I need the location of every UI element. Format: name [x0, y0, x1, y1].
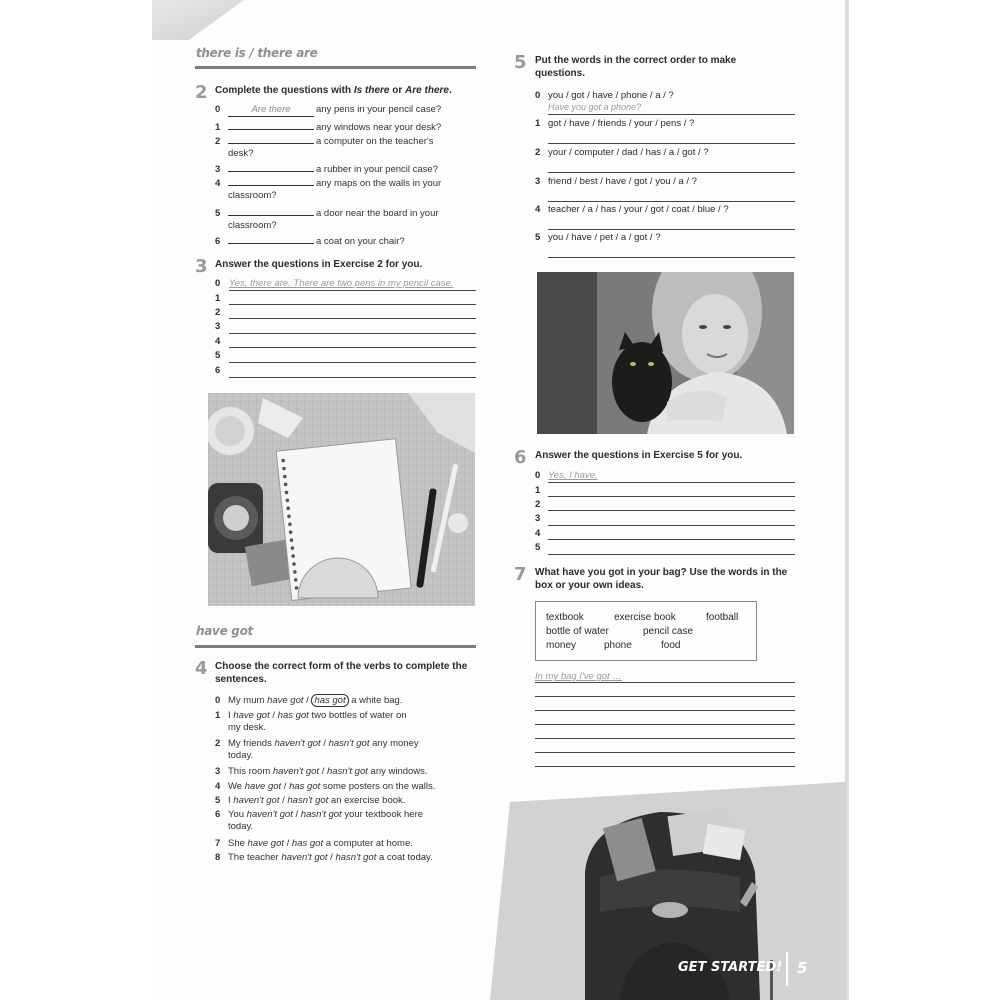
exercise-2-instruction: Complete the questions with Is there or Are there. — [215, 85, 452, 96]
verb-option[interactable]: hasn't got — [300, 809, 342, 820]
answer-line[interactable] — [535, 738, 795, 739]
girl-with-cat-photo — [537, 272, 794, 434]
exercise-number: 4 — [195, 658, 208, 679]
line-number: 6 — [215, 365, 221, 376]
answer-line[interactable] — [535, 710, 795, 711]
verb-option[interactable]: haven't got — [272, 766, 320, 777]
answer-line[interactable] — [548, 539, 795, 540]
exercise-6-instruction: Answer the questions in Exercise 5 for you. — [535, 450, 743, 461]
answer-line[interactable] — [229, 304, 476, 305]
desk-photo — [208, 393, 475, 606]
verb-option[interactable]: haven't got — [233, 795, 280, 806]
exercise-5-instruction: Put the words in the correct order to make questions. — [535, 55, 737, 79]
exercise-4-item: 1 I have got / has got two bottles of water on my desk. — [215, 710, 407, 733]
section-title-have-got: have got — [196, 624, 253, 638]
answer-line[interactable] — [229, 362, 476, 363]
answer-line[interactable] — [535, 766, 795, 767]
verb-option[interactable]: haven't got — [281, 852, 328, 863]
answer-line[interactable] — [535, 724, 795, 725]
answer-blank[interactable] — [228, 233, 314, 244]
line-number: 3 — [535, 513, 541, 524]
exercise-4-item: 5 I haven't got / hasn't got an exercise book. — [215, 795, 406, 806]
answer-line[interactable] — [548, 482, 795, 483]
answer-blank[interactable] — [228, 205, 314, 216]
exercise-2-item: 0 Are there any pens in your pencil case? — [215, 104, 442, 115]
answer-example: Yes, there are. There are two pens in my pencil case. — [229, 278, 454, 289]
verb-option[interactable]: haven't got — [274, 738, 321, 749]
exercise-number: 2 — [195, 82, 208, 103]
line-number: 5 — [535, 542, 541, 553]
word-box-item: football — [706, 612, 739, 623]
exercise-number: 3 — [195, 256, 208, 277]
answer-example: Are there — [228, 104, 314, 117]
answer-line[interactable] — [535, 752, 795, 753]
exercise-5-item: 4 teacher / a / has / your / got / coat / blue / ? — [535, 204, 729, 215]
answer-line[interactable] — [548, 201, 795, 202]
answer-line[interactable] — [548, 114, 795, 115]
answer-line[interactable] — [229, 377, 476, 378]
page-number: 5 — [797, 959, 808, 977]
line-number: 1 — [215, 293, 221, 304]
girl-illustration — [537, 272, 794, 434]
line-number: 4 — [215, 336, 221, 347]
answer-line[interactable] — [229, 290, 476, 291]
answer-blank[interactable] — [228, 133, 314, 144]
exercise-5-item: 2 your / computer / dad / has / a / got / ? — [535, 147, 709, 158]
answer-line[interactable] — [548, 143, 795, 144]
verb-option[interactable]: hasn't got — [326, 766, 368, 777]
exercise-4-item: 8 The teacher haven't got / hasn't got a coat today. — [215, 852, 433, 863]
word-box-item: pencil case — [643, 626, 694, 637]
exercise-2-item: 5 a door near the board in your classroom? — [215, 205, 480, 232]
exercise-2-item: 3 a rubber in your pencil case? — [215, 161, 480, 176]
verb-option[interactable]: have got — [233, 710, 270, 721]
exercise-5-item: 5 you / have / pet / a / got / ? — [535, 232, 661, 243]
answer-line[interactable] — [535, 696, 795, 697]
exercise-2-item: 4 any maps on the walls in your classroom? — [215, 175, 480, 202]
exercise-5-item: 1 got / have / friends / your / pens / ? — [535, 118, 695, 129]
exercise-4-item: 7 She have got / has got a computer at home. — [215, 838, 413, 849]
answer-example: In my bag I've got … — [535, 671, 622, 682]
exercise-number: 5 — [514, 52, 527, 73]
verb-option-circled[interactable]: has got — [311, 694, 348, 707]
answer-line[interactable] — [229, 333, 476, 334]
answer-line[interactable] — [548, 496, 795, 497]
exercise-2-item: 2 a computer on the teacher's desk? — [215, 133, 480, 160]
line-number: 2 — [215, 307, 221, 318]
word-box-item: exercise book — [614, 612, 676, 623]
line-number: 5 — [215, 350, 221, 361]
line-number: 0 — [215, 278, 221, 289]
answer-line[interactable] — [229, 318, 476, 319]
section-rule — [195, 645, 476, 648]
exercise-5-item: 0 you / got / have / phone / a / ? — [535, 90, 674, 101]
exercise-4-item: 0 My mum have got / has got a white bag. — [215, 695, 403, 706]
verb-option[interactable]: have got — [247, 838, 284, 849]
footer-label: GET STARTED! — [678, 960, 783, 975]
verb-option[interactable]: has got — [289, 781, 321, 792]
exercise-4-item: 6 You haven't got / hasn't got your textbook here today. — [215, 809, 424, 832]
exercise-3-instruction: Answer the questions in Exercise 2 for you. — [215, 259, 423, 270]
answer-line[interactable] — [229, 347, 476, 348]
exercise-4-item: 2 My friends haven't got / hasn't got any money today. — [215, 738, 419, 761]
line-number: 2 — [535, 499, 541, 510]
exercise-number: 7 — [514, 564, 527, 585]
answer-line[interactable] — [548, 229, 795, 230]
answer-blank[interactable] — [228, 161, 314, 172]
verb-option[interactable]: have got — [267, 695, 304, 706]
section-title-there-is: there is / there are — [196, 46, 318, 60]
exercise-2-item: 1 any windows near your desk? — [215, 119, 480, 134]
verb-option[interactable]: have got — [244, 781, 282, 792]
exercise-4-item: 4 We have got / has got some posters on the walls. — [215, 781, 436, 792]
answer-blank[interactable] — [228, 175, 314, 186]
word-box-item: phone — [604, 640, 632, 651]
exercise-number: 6 — [514, 447, 527, 468]
answer-line[interactable] — [548, 554, 795, 555]
word-box — [535, 601, 757, 661]
answer-line[interactable] — [548, 172, 795, 173]
backpack-photo — [490, 782, 846, 1000]
verb-option[interactable]: hasn't got — [335, 852, 377, 863]
word-box-item: food — [661, 640, 681, 651]
answer-line[interactable] — [548, 525, 795, 526]
verb-option[interactable]: hasn't got — [328, 738, 370, 749]
line-number: 4 — [535, 528, 541, 539]
section-rule — [195, 66, 476, 69]
exercise-7-instruction: What have you got in your bag? Use the words in the box or your own ideas. — [535, 567, 788, 591]
verb-option[interactable]: hasn't got — [287, 795, 329, 806]
desk-illustration — [208, 393, 475, 606]
verb-option[interactable]: has got — [277, 710, 309, 721]
exercise-5-item: 3 friend / best / have / got / you / a / ? — [535, 176, 697, 187]
answer-example: Have you got a phone? — [548, 102, 642, 112]
line-number: 1 — [535, 485, 541, 496]
backpack-illustration — [490, 782, 846, 1000]
exercise-2-item: 6 a coat on your chair? — [215, 233, 480, 248]
line-number: 3 — [215, 321, 221, 332]
footer-divider — [786, 952, 788, 986]
answer-blank[interactable] — [228, 119, 314, 130]
exercise-4-instruction: Choose the correct form of the verbs to complete the sentences. — [215, 661, 468, 685]
answer-line[interactable] — [548, 510, 795, 511]
verb-option[interactable]: has got — [291, 838, 324, 849]
word-box-item: bottle of water — [546, 626, 609, 637]
answer-example: Yes, I have. — [548, 470, 598, 481]
word-box-item: money — [546, 640, 577, 651]
answer-line[interactable] — [548, 257, 795, 258]
exercise-4-item: 3 This room haven't got / hasn't got any windows. — [215, 766, 428, 777]
answer-line[interactable] — [535, 682, 795, 683]
word-box-item: textbook — [546, 612, 584, 623]
line-number: 0 — [535, 470, 541, 481]
verb-option[interactable]: haven't got — [246, 809, 293, 820]
